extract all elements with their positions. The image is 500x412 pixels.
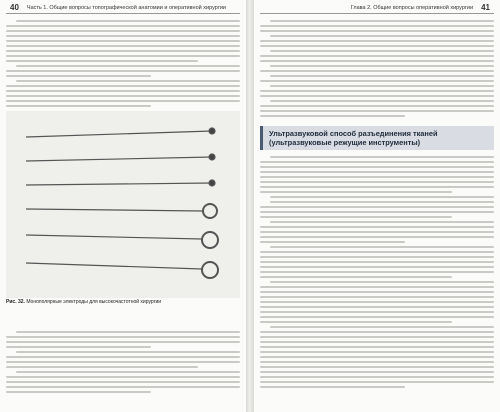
left-lower-body-text [6, 331, 240, 396]
book-gutter [246, 0, 254, 412]
left-upper-body-text [6, 20, 240, 110]
left-header-rule [6, 13, 240, 14]
section-heading: Ультразвуковой способ разъединения тканей (ультразвуковые режущие инструменты) [260, 126, 494, 150]
electrodes-illustration [6, 111, 240, 298]
electrode-figure [6, 111, 240, 298]
right-page-number: 41 [481, 3, 490, 12]
right-page [254, 0, 500, 412]
left-page [0, 0, 246, 412]
left-running-head: Часть 1. Общие вопросы топографической анатомии и оперативной хирургии [26, 4, 226, 11]
figure-caption-text: Монополярные электроды для высокочастотной хирургии [26, 299, 162, 305]
right-header-rule [260, 13, 494, 14]
right-upper-body-text [260, 20, 494, 120]
left-page-number: 40 [10, 3, 19, 12]
right-page-header [260, 2, 494, 13]
left-page-header [6, 2, 240, 13]
right-running-head: Глава 2. Общие вопросы оперативной хирургии [350, 4, 474, 11]
figure-label: Рис. 32. [6, 299, 25, 305]
figure-caption [6, 299, 240, 327]
right-lower-body-text [260, 156, 494, 391]
